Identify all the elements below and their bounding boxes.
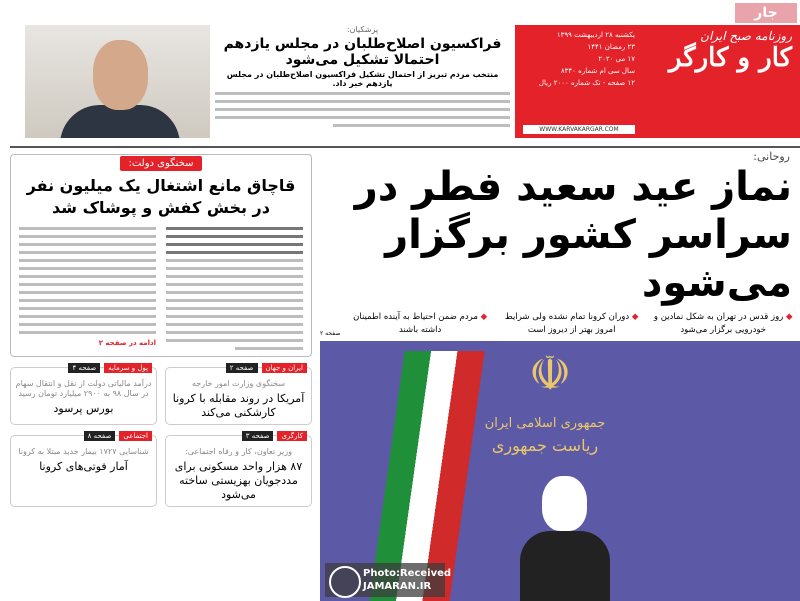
card-title: ۸۷ هزار واحد مسکونی برای مددجویان بهزیستی ساخته می‌شود xyxy=(174,460,303,501)
backdrop-line: ریاست جمهوری xyxy=(491,436,599,455)
left-column xyxy=(10,154,312,507)
article-headline[interactable]: فراکسیون اصلاح‌طلبان در مجلس یازدهم احتمالا تشکیل می‌شود xyxy=(223,36,502,68)
card-title: آمار فوتی‌های کرونا xyxy=(39,460,128,473)
price: ۱۲ صفحه - تک شماره ۲۰۰۰ ریال xyxy=(538,79,635,87)
watermark-line: Photo:Received xyxy=(363,568,452,579)
section-tag: اجتماعی xyxy=(119,431,152,441)
photo-watermark xyxy=(325,563,452,597)
card-kicker: درآمد مالیاتی دولت از نقل و انتقال سهام در سال ۹۸ به ۲۹۰۰ میلیارد تومان رسید xyxy=(15,379,152,398)
issue-info xyxy=(523,29,635,89)
backdrop-text xyxy=(480,413,610,457)
article-column xyxy=(19,227,156,350)
date-hijri: ۲۳ رمضان ۱۴۴۱ xyxy=(587,43,635,51)
page-tag: صفحه ۲ xyxy=(226,363,258,373)
date-persian: یکشنبه ۲۸ اردیبهشت ۱۳۹۹ xyxy=(556,31,635,39)
masthead-info-block xyxy=(523,29,635,134)
main-headline[interactable]: نماز عید سعید فطر در سراسر کشور برگزار می‌شود xyxy=(354,164,792,306)
date-gregorian: ۱۷ می ۲۰۲۰ xyxy=(598,55,635,63)
news-card[interactable] xyxy=(10,364,157,425)
article-body xyxy=(215,92,510,127)
left-article xyxy=(10,154,312,357)
news-card[interactable] xyxy=(165,432,312,507)
continued-note: ادامه در صفحه ۲ xyxy=(98,339,156,347)
article-kicker: پزشکیان: xyxy=(346,25,379,34)
issue-number: سال سی ام شماره ۸۳۴۰ xyxy=(560,67,635,75)
card-row xyxy=(10,432,312,507)
emblem-icon: ☫ xyxy=(528,346,572,402)
section-tag: کارگری xyxy=(277,431,307,441)
card-kicker: سخنگوی وزارت امور خارجه xyxy=(191,379,286,388)
news-card[interactable] xyxy=(10,432,157,507)
section-badge: جار xyxy=(735,3,797,23)
article-lead: منتخب مردم تبریز از احتمال تشکیل فراکسیون اصلاح‌طلبان در مجلس یازدهم خبر داد. xyxy=(226,70,499,88)
article-headline[interactable]: قاچاق مانع اشتغال یک میلیون نفر در بخش کفش و پوشاک شد xyxy=(26,176,296,217)
masthead-title-block xyxy=(643,29,792,134)
bullet-row xyxy=(320,307,800,341)
divider xyxy=(10,146,800,148)
backdrop-line: جمهوری اسلامی ایران xyxy=(484,416,606,431)
card-kicker: شناسایی ۱۷۲۷ بیمار جدید مبتلا به کرونا xyxy=(18,447,149,456)
card-row xyxy=(10,364,312,425)
main-kicker: روحانی: xyxy=(753,150,790,163)
section-tag: ایران و جهان xyxy=(262,363,308,373)
page-tag: صفحه ۴ xyxy=(68,363,100,373)
newspaper-logo: کار و کارگر xyxy=(668,43,792,73)
main-photo xyxy=(320,341,800,601)
portrait-photo xyxy=(25,25,210,138)
watermark-line: JAMARAN.IR xyxy=(363,581,432,592)
bullet-point: ◆ مردم ضمن احتیاط به آینده اطمینان داشته باشند xyxy=(348,311,492,337)
masthead-subtitle: روزنامه صبح ایران xyxy=(700,29,792,43)
section-tag: پول و سرمایه xyxy=(104,363,152,373)
article-label: سخنگوی دولت: xyxy=(120,156,201,171)
masthead xyxy=(515,25,800,138)
page-reference: صفحه ۲ xyxy=(319,330,341,337)
page-tag: صفحه ۸ xyxy=(84,431,116,441)
news-card[interactable] xyxy=(165,364,312,425)
bullet-point: ◆ دوران کرونا تمام نشده ولی شرایط امروز بهتر از دیروز است xyxy=(500,311,644,337)
page-tag: صفحه ۳ xyxy=(242,431,274,441)
website-url[interactable]: WWW.KARVAKARGAR.COM xyxy=(523,125,635,134)
article-column xyxy=(166,227,303,350)
card-title: آمریکا در روند مقابله با کرونا کارشکنی می‌کند xyxy=(172,392,305,419)
top-article xyxy=(215,25,510,127)
person xyxy=(520,476,610,601)
card-kicker: وزیر تعاون، کار و رفاه اجتماعی: xyxy=(185,447,292,456)
card-title: بورس پرسود xyxy=(53,402,114,415)
bullet-point: ◆ روز قدس در تهران به شکل نمادین و خودرویی برگزار می‌شود xyxy=(651,311,795,337)
main-story xyxy=(320,150,800,601)
